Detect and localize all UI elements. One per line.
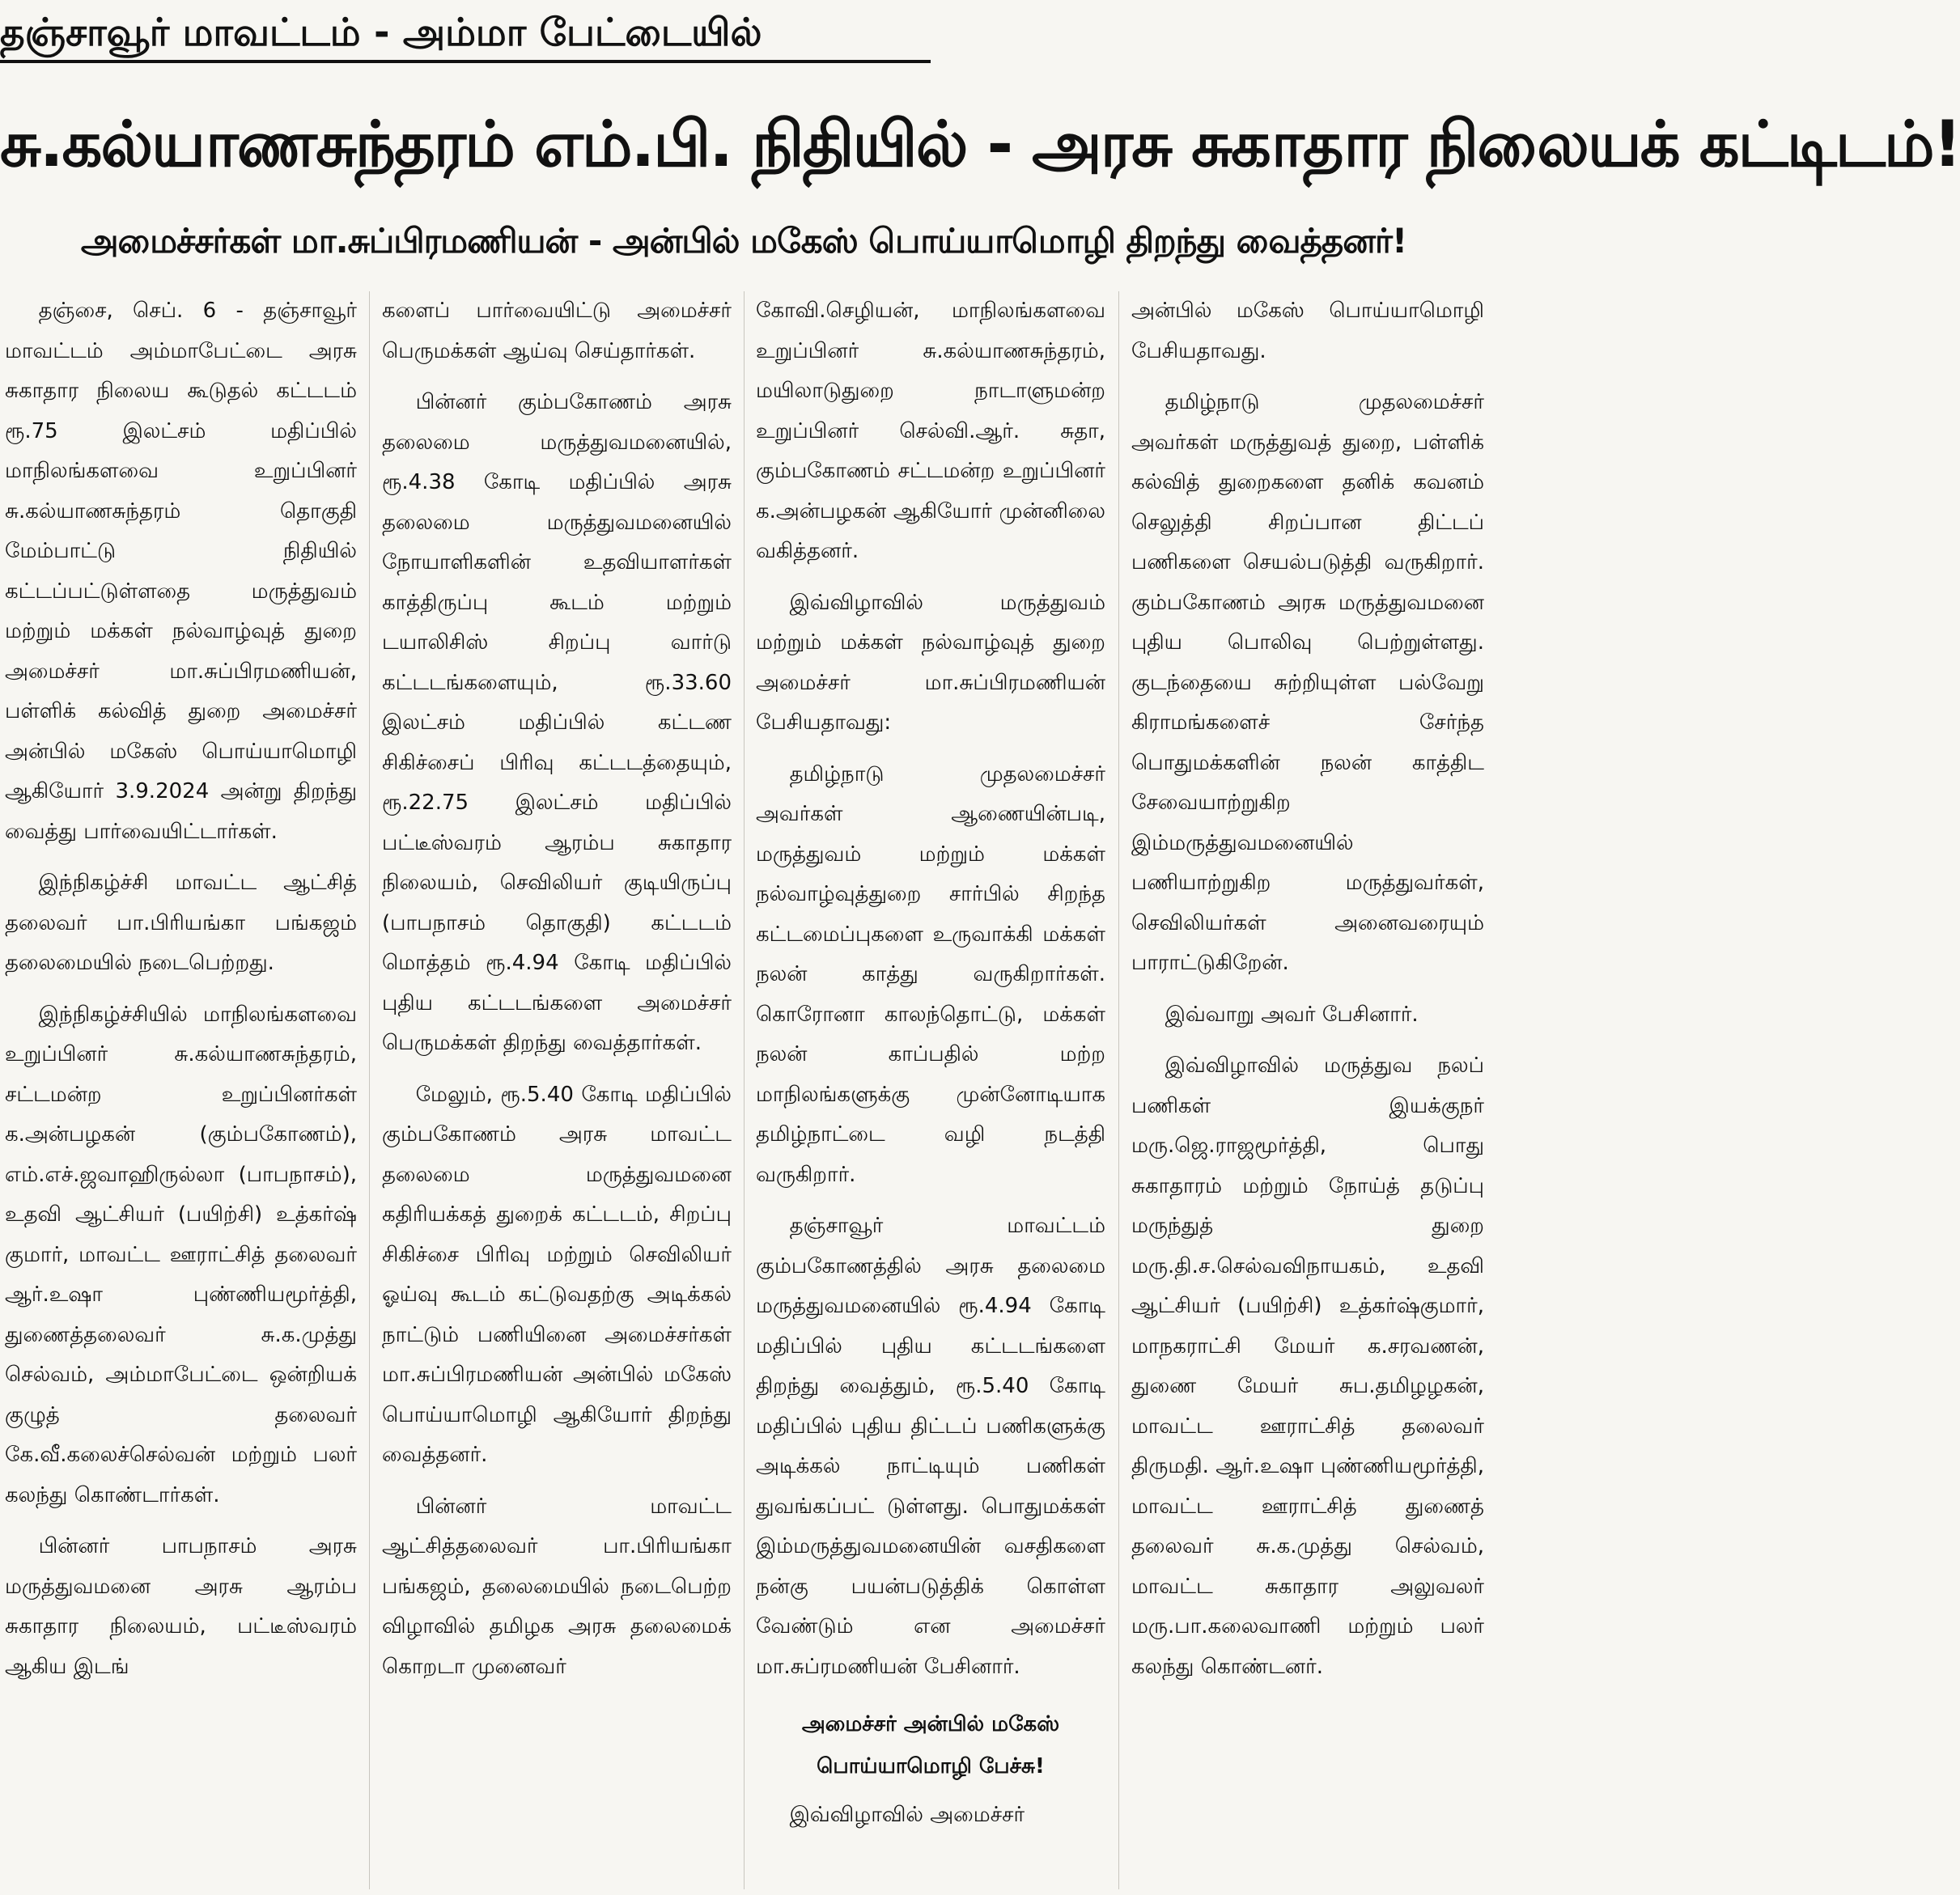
column-divider (1118, 291, 1119, 1889)
kicker-underline (0, 60, 931, 63)
column-1 (5, 291, 357, 1889)
headline: சு.கல்யாணசுந்தரம் எம்.பி. நிதியில் - அரசு சுகாதார நிலையக் கட்டிடம்! (0, 108, 1960, 181)
paragraph: அன்பில் மகேஸ் பொய்யாமொழி பேசியதாவது. (1131, 299, 1484, 363)
subheadline: அமைச்சர்கள் மா.சுப்பிரமணியன் - அன்பில் மகேஸ் பொய்யாமொழி திறந்து வைத்தனர்! (80, 221, 1407, 261)
kicker-line: தஞ்சாவூர் மாவட்டம் - அம்மா பேட்டையில் (0, 11, 762, 55)
paragraph: மேலும், ரூ.5.40 கோடி மதிப்பில் கும்பகோணம் அரசு மாவட்ட தலைமை மருத்துவமனை கதிரியக்கத் துறைக் கட்டடம், சிறப்பு சிகிச்சை பிரிவு மற்றும் செவிலியர் ஓய்வு கூடம் கட்டுவதற்கு அடிக்கல் நாட்டும் பணியினை அமைச்சர்கள் மா.சுப்பிரமணியன் அன்பில் மகேஸ் பொய்யாமொழி ஆகியோர் திறந்து வைத்தனர். (382, 1082, 732, 1467)
paragraph: இவ்வாறு அவர் பேசினார். (1165, 1002, 1419, 1027)
paragraph: இந்நிகழ்ச்சியில் மாநிலங்களவை உறுப்பினர் சு.கல்யாணசுந்தரம், சட்டமன்ற உறுப்பினர்கள் க.அன்பழகன் (கும்பகோணம்), எம்.எச்.ஜவாஹிருல்லா (பாபநாசம்), உதவி ஆட்சியர் (பயிற்சி) உத்கர்ஷ் குமார், மாவட்ட ஊராட்சித் தலைவர் ஆர்.உஷா புண்ணியமூர்த்தி, துணைத்தலைவர் சு.க.முத்து செல்வம், அம்மாபேட்டை ஒன்றியக் குழுத் தலைவர் கே.வீ.கலைச்செல்வன் மற்றும் பலர் கலந்து கொண்டார்கள். (5, 1002, 357, 1507)
paragraph: தமிழ்நாடு முதலமைச்சர் அவர்கள் மருத்துவத் துறை, பள்ளிக் கல்வித் துறைகளை தனிக் கவனம் செலுத்தி சிறப்பான திட்டப் பணிகளை செயல்படுத்தி வருகிறார். கும்பகோணம் அரசு மருத்துவமனை புதிய பொலிவு பெற்றுள்ளது. குடந்தையை சுற்றியுள்ள பல்வேறு கிராமங்களைச் சேர்ந்த பொதுமக்களின் நலன் காத்திட சேவையாற்றுகிற இம்மருத்துவமனையில் பணியாற்றுகிற மருத்துவர்கள், செவிலியர்கள் அனைவரையும் பாராட்டுகிறேன். (1131, 390, 1484, 975)
paragraph: தஞ்சை, செப். 6 - தஞ்சாவூர் மாவட்டம் அம்மாபேட்டை அரசு சுகாதார நிலைய கூடுதல் கட்டடம் ரூ.75 இலட்சம் மதிப்பில் மாநிலங்களவை உறுப்பினர் சு.கல்யாணசுந்தரம் தொகுதி மேம்பாட்டு நிதியில் கட்டப்பட்டுள்ளதை மருத்துவம் மற்றும் மக்கள் நல்வாழ்வுத் துறை அமைச்சர் மா.சுப்பிரமணியன், பள்ளிக் கல்வித் துறை அமைச்சர் அன்பில் மகேஸ் பொய்யாமொழி ஆகியோர் 3.9.2024 அன்று திறந்து வைத்து பார்வையிட்டார்கள். (5, 299, 357, 844)
paragraph: தஞ்சாவூர் மாவட்டம் கும்பகோணத்தில் அரசு தலைமை மருத்துவமனையில் ரூ.4.94 கோடி மதிப்பில் புதிய கட்டடங்களை திறந்து வைத்தும், ரூ.5.40 கோடி மதிப்பில் புதிய திட்டப் பணிகளுக்கு அடிக்கல் நாட்டியும் பணிகள் துவங்கப்பட் டுள்ளது. பொதுமக்கள் இம்மருத்துவமனையின் வசதிகளை நன்கு பயன்படுத்திக் கொள்ள வேண்டும் என அமைச்சர் மா.சுப்ரமணியன் பேசினார். (756, 1214, 1105, 1679)
column-3 (756, 291, 1105, 1889)
column-2 (382, 291, 732, 1889)
paragraph: இவ்விழாவில் மருத்துவ நலப் பணிகள் இயக்குநர் மரு.ஜெ.ராஜமூர்த்தி, பொது சுகாதாரம் மற்றும் நோய்த் தடுப்பு மருந்துத் துறை மரு.தி.ச.செல்வவிநாயகம், உதவி ஆட்சியர் (பயிற்சி) உத்கர்ஷ்குமார், மாநகராட்சி மேயர் க.சரவணன், துணை மேயர் சுப.தமிழழகன், மாவட்ட ஊராட்சித் தலைவர் திருமதி. ஆர்.உஷா புண்ணியமூர்த்தி, மாவட்ட ஊராட்சித் துணைத் தலைவர் சு.க.முத்து செல்வம், மாவட்ட சுகாதார அலுவலர் மரு.பா.கலைவாணி மற்றும் பலர் கலந்து கொண்டனர். (1131, 1053, 1484, 1679)
column-divider (369, 291, 370, 1889)
section-subheading: அமைச்சர் அன்பில் மகேஸ் பொய்யாமொழி பேச்சு! (801, 1712, 1060, 1778)
paragraph: இந்நிகழ்ச்சி மாவட்ட ஆட்சித் தலைவர் பா.பிரியங்கா பங்கஜம் தலைமையில் நடைபெற்றது. (5, 871, 357, 975)
paragraph: இவ்விழாவில் அமைச்சர் (789, 1803, 1025, 1827)
paragraph: தமிழ்நாடு முதலமைச்சர் அவர்கள் ஆணையின்படி, மருத்துவம் மற்றும் மக்கள் நல்வாழ்வுத்துறை சார்பில் சிறந்த கட்டமைப்புகளை உருவாக்கி மக்கள் நலன் காத்து வருகிறார்கள். கொரோனா காலந்தொட்டு, மக்கள் நலன் காப்பதில் மற்ற மாநிலங்களுக்கு முன்னோடியாக தமிழ்நாட்டை வழி நடத்தி வருகிறார். (756, 761, 1105, 1187)
paragraph: பின்னர் மாவட்ட ஆட்சித்தலைவர் பா.பிரியங்கா பங்கஜம், தலைமையில் நடைபெற்ற விழாவில் தமிழக அரசு தலைமைக் கொறடா முனைவர் (382, 1494, 732, 1679)
column-divider (744, 291, 745, 1889)
column-4 (1131, 291, 1484, 1889)
paragraph: பின்னர் கும்பகோணம் அரசு தலைமை மருத்துவமனையில், ரூ.4.38 கோடி மதிப்பில் அரசு தலைமை மருத்துவமனையில் நோயாளிகளின் உதவியாளர்கள் காத்திருப்பு கூடம் மற்றும் டயாலிசிஸ் சிறப்பு வார்டு கட்டடங்களையும், ரூ.33.60 இலட்சம் மதிப்பில் கட்டண சிகிச்சைப் பிரிவு கட்டடத்தையும், ரூ.22.75 இலட்சம் மதிப்பில் பட்டீஸ்வரம் ஆரம்ப சுகாதார நிலையம், செவிலியர் குடியிருப்பு (பாபநாசம் தொகுதி) கட்டடம் மொத்தம் ரூ.4.94 கோடி மதிப்பில் புதிய கட்டடங்களை அமைச்சர் பெருமக்கள் திறந்து வைத்தார்கள். (382, 390, 732, 1055)
paragraph: களைப் பார்வையிட்டு அமைச்சர் பெருமக்கள் ஆய்வு செய்தார்கள். (382, 299, 732, 363)
paragraph: பின்னர் பாபநாசம் அரசு மருத்துவமனை அரசு ஆரம்ப சுகாதார நிலையம், பட்டீஸ்வரம் ஆகிய இடங் (5, 1534, 357, 1679)
paragraph: இவ்விழாவில் மருத்துவம் மற்றும் மக்கள் நல்வாழ்வுத் துறை அமைச்சர் மா.சுப்பிரமணியன் பேசியதாவது: (756, 590, 1105, 735)
paragraph: கோவி.செழியன், மாநிலங்களவை உறுப்பினர் சு.கல்யாணசுந்தரம், மயிலாடுதுறை நாடாளுமன்ற உறுப்பினர் செல்வி.ஆர். சுதா, கும்பகோணம் சட்டமன்ற உறுப்பினர் க.அன்பழகன் ஆகியோர் முன்னிலை வகித்தனர். (756, 299, 1105, 563)
